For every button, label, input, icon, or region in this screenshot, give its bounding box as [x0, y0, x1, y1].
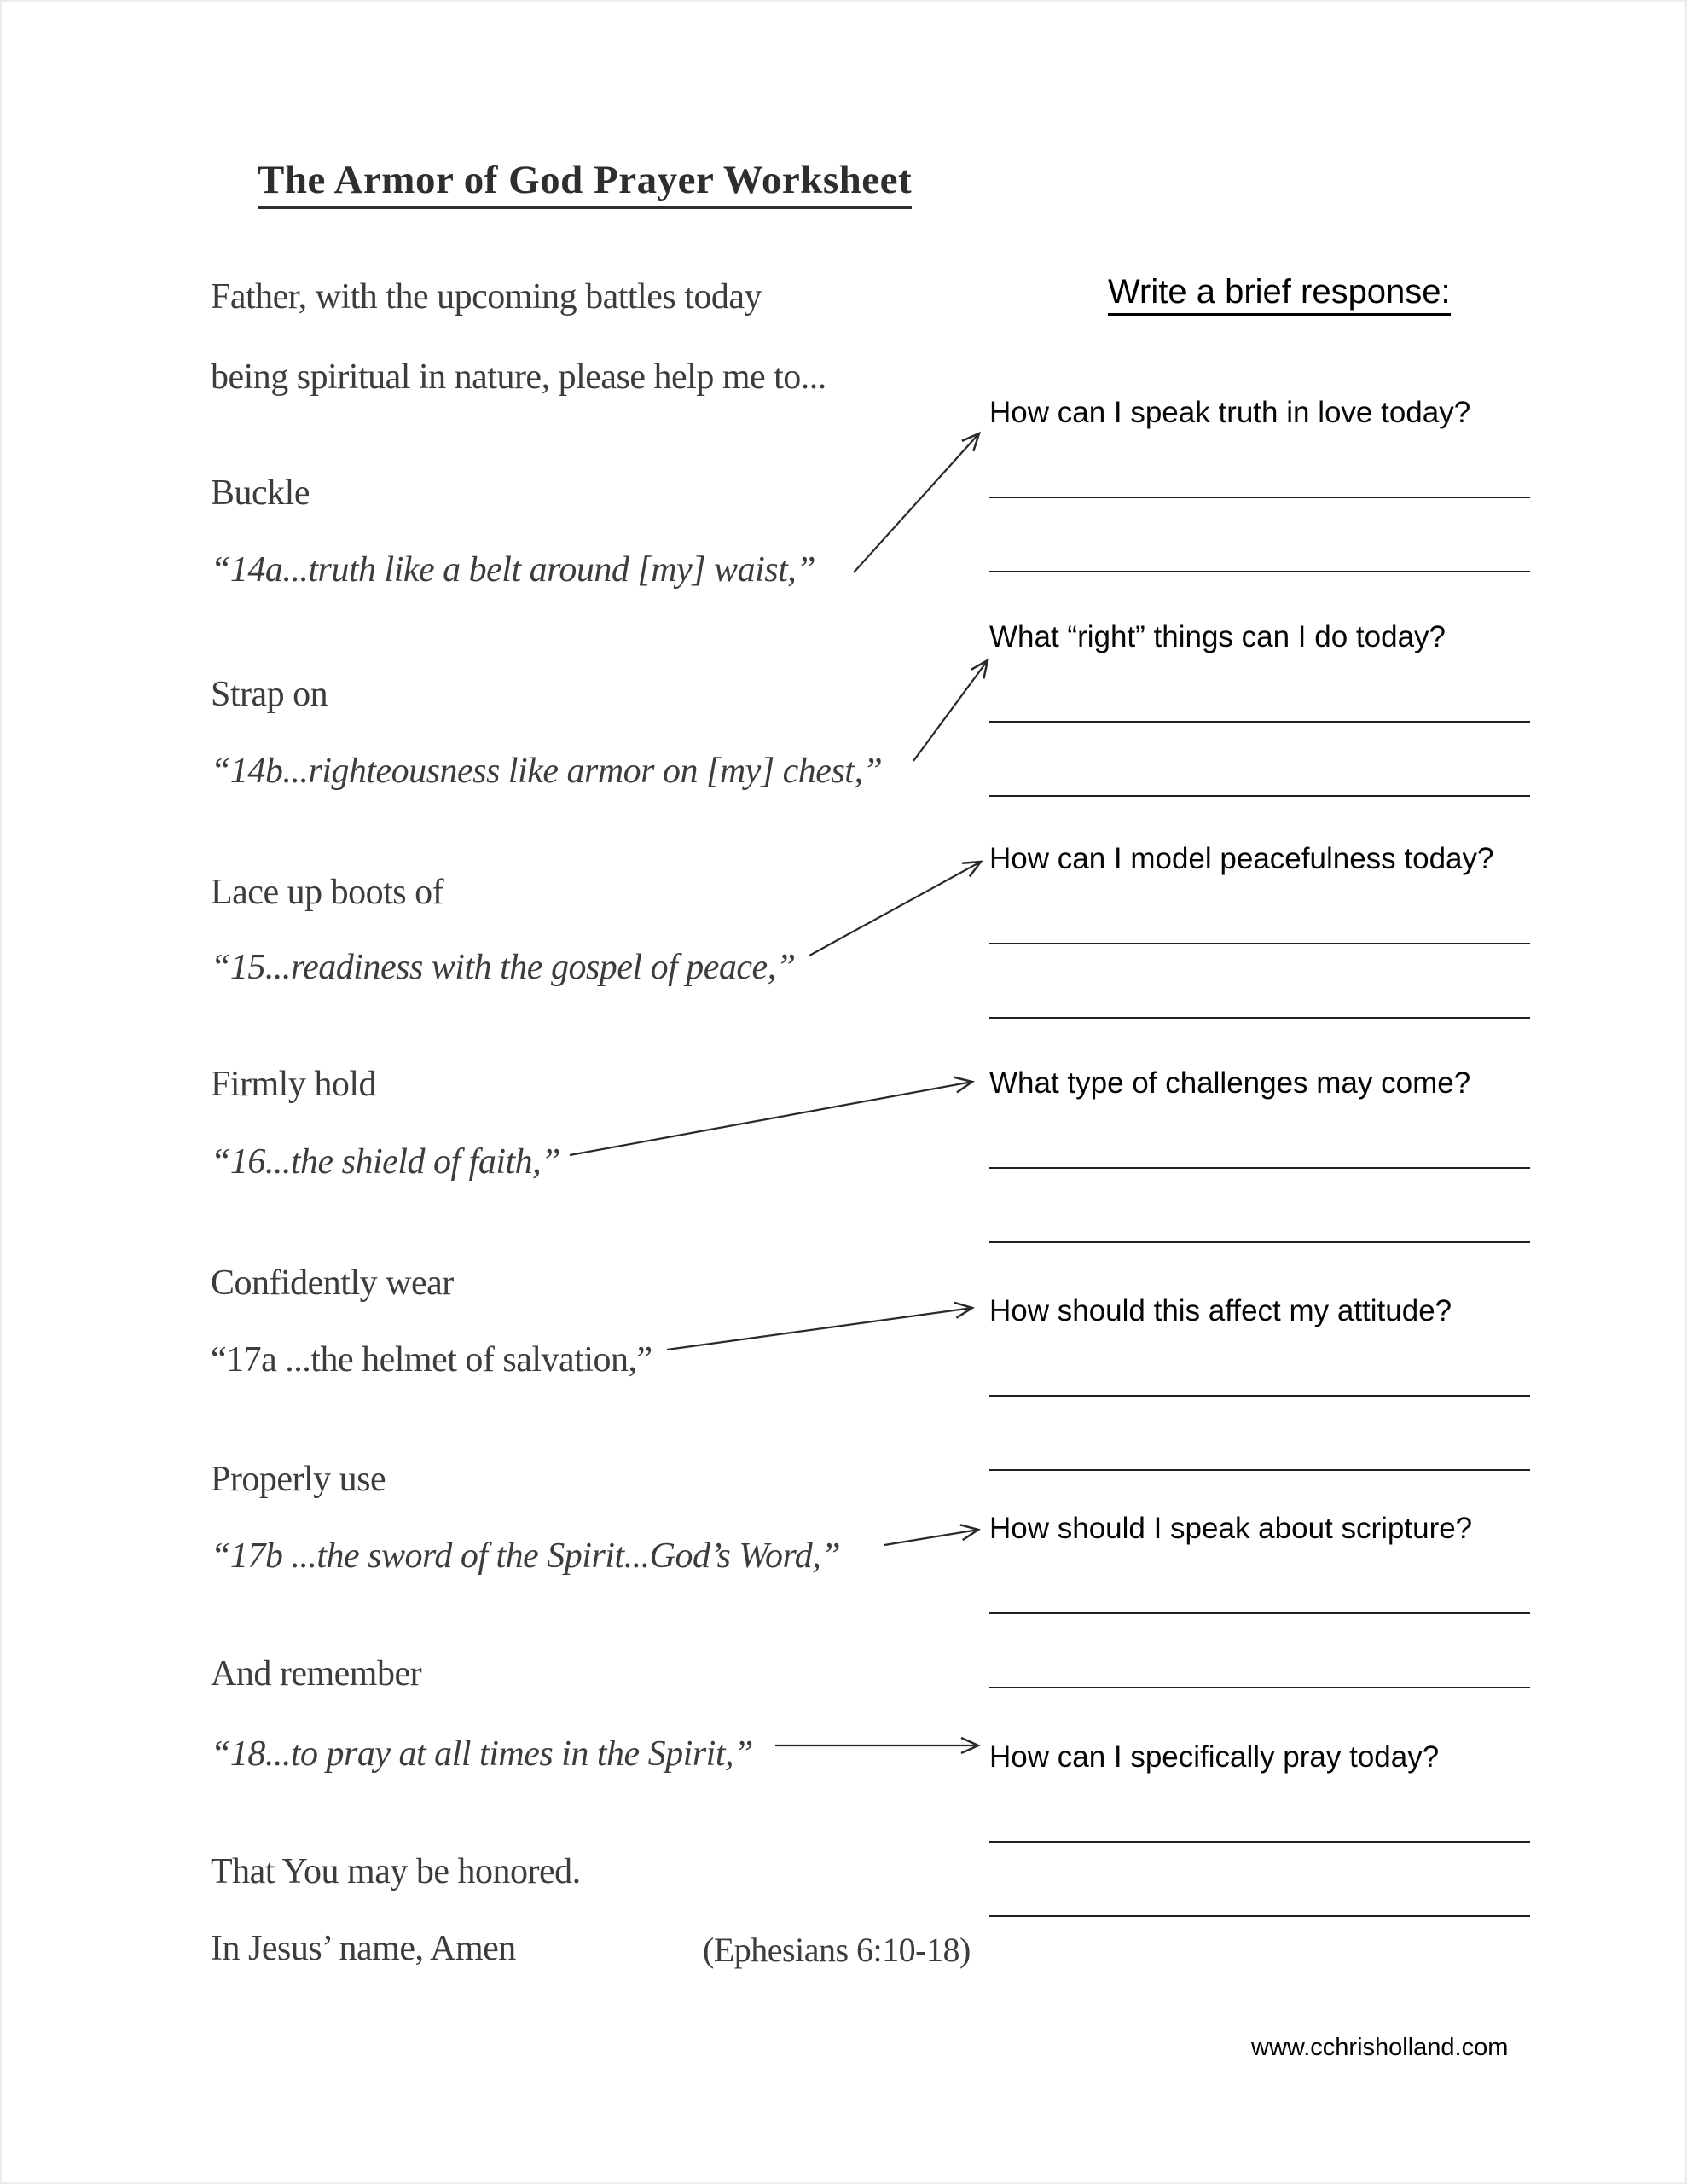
closing-line-2: In Jesus’ name, Amen: [211, 1929, 516, 1968]
page-title: The Armor of God Prayer Worksheet: [258, 157, 912, 209]
scripture-reference: (Ephesians 6:10-18): [703, 1931, 971, 1969]
response-block-2: [989, 620, 1535, 804]
response-question-2: What “right” things can I do today?: [989, 620, 1446, 653]
armor-item-quote-shield: “16...the shield of faith,”: [211, 1142, 561, 1182]
response-question-7: How can I specifically pray today?: [989, 1740, 1440, 1774]
connector-arrow-6: [884, 1530, 978, 1545]
response-blank-line[interactable]: [989, 1395, 1530, 1397]
connector-arrow-5: [667, 1308, 972, 1350]
connector-arrow-4: [570, 1082, 972, 1155]
response-block-7: [989, 1740, 1535, 1924]
closing-line-1: That You may be honored.: [211, 1852, 581, 1891]
response-question-4: What type of challenges may come?: [989, 1066, 1471, 1100]
armor-item-label-remember: And remember: [211, 1654, 422, 1693]
response-blank-line[interactable]: [989, 1241, 1530, 1243]
armor-item-label-strap-on: Strap on: [211, 675, 328, 714]
response-blank-line[interactable]: [989, 721, 1530, 723]
armor-item-quote-helmet: “17a ...the helmet of salvation,”: [211, 1340, 652, 1380]
response-blank-line[interactable]: [989, 1841, 1530, 1843]
armor-item-quote-sword: “17b ...the sword of the Spirit...God’s Word,”: [211, 1536, 841, 1576]
response-blank-line[interactable]: [989, 1469, 1530, 1471]
response-blank-line[interactable]: [989, 943, 1530, 944]
response-question-6: How should I speak about scripture?: [989, 1512, 1473, 1545]
armor-item-label-buckle: Buckle: [211, 473, 310, 513]
armor-item-quote-belt: “14a...truth like a belt around [my] waist,”: [211, 550, 816, 590]
response-header: Write a brief response:: [1108, 273, 1451, 316]
armor-item-quote-armor: “14b...righteousness like armor on [my] chest,”: [211, 752, 883, 791]
armor-item-label-wear: Confidently wear: [211, 1263, 454, 1303]
armor-item-label-boots: Lace up boots of: [211, 873, 444, 912]
intro-line-2: being spiritual in nature, please help me to...: [211, 357, 826, 397]
response-block-4: [989, 1066, 1535, 1250]
response-blank-line[interactable]: [989, 1915, 1530, 1917]
footer-url: www.cchrisholland.com: [1251, 2034, 1509, 2061]
response-blank-line[interactable]: [989, 795, 1530, 797]
connector-arrow-3: [809, 862, 981, 956]
response-block-3: [989, 842, 1535, 1025]
connector-arrow-2: [913, 660, 988, 761]
response-blank-line[interactable]: [989, 571, 1530, 572]
response-question-5: How should this affect my attitude?: [989, 1294, 1452, 1327]
response-blank-line[interactable]: [989, 1612, 1530, 1614]
response-blank-line[interactable]: [989, 1687, 1530, 1688]
armor-item-quote-pray: “18...to pray at all times in the Spirit,”: [211, 1734, 753, 1774]
armor-item-label-use: Properly use: [211, 1460, 386, 1499]
response-blank-line[interactable]: [989, 497, 1530, 498]
response-block-1: [989, 396, 1535, 579]
connector-arrow-1: [854, 433, 979, 572]
response-question-3: How can I model peacefulness today?: [989, 842, 1494, 875]
response-question-1: How can I speak truth in love today?: [989, 396, 1471, 429]
intro-line-1: Father, with the upcoming battles today: [211, 277, 762, 317]
response-block-6: [989, 1512, 1535, 1695]
response-blank-line[interactable]: [989, 1167, 1530, 1169]
armor-item-quote-gospel: “15...readiness with the gospel of peace,”: [211, 948, 796, 987]
response-blank-line[interactable]: [989, 1017, 1530, 1019]
response-block-5: [989, 1294, 1535, 1478]
armor-item-label-hold: Firmly hold: [211, 1065, 377, 1104]
